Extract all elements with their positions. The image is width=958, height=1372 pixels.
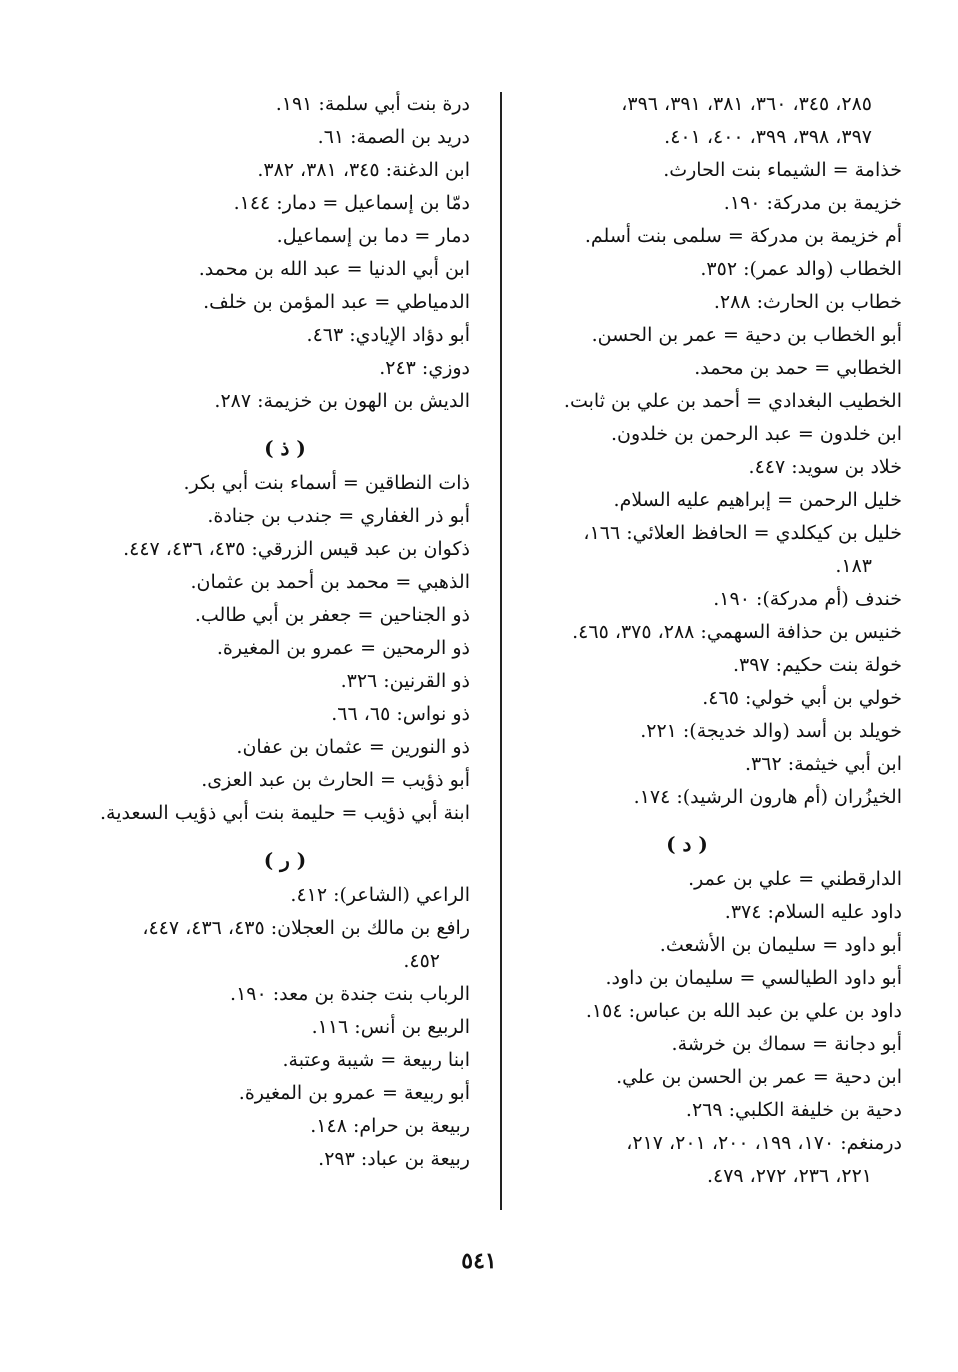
- index-entry: ذو الرمحين = عمرو بن المغيرة.: [216, 637, 470, 659]
- section-heading: ( ر ): [263, 848, 307, 872]
- index-entry: دمّا بن إسماعيل = دمار: ١٤٤.: [233, 192, 470, 214]
- index-entry: ذو القرنين: ٣٢٦.: [340, 670, 470, 692]
- index-entry: الرباب بنت جندة بن معد: ١٩٠.: [230, 983, 470, 1005]
- index-entry: خذامة = الشيماء بنت الحارث.: [663, 159, 902, 181]
- index-entry: دمار = دما بن إسماعيل.: [276, 225, 470, 247]
- index-entry: خويلد بن أسد (والد خديجة): ٢٢١.: [640, 720, 902, 742]
- index-entry: خليل الرحمن = إبراهيم عليه السلام.: [613, 489, 902, 511]
- index-entry: خطاب بن الحارث: ٢٨٨.: [713, 291, 902, 313]
- index-entry: ذكوان بن عبد قيس الزرقي: ٤٣٥، ٤٣٦، ٤٤٧.: [123, 538, 470, 560]
- index-entry: دحية بن خليفة الكلبي: ٢٦٩.: [685, 1099, 902, 1121]
- column-divider: [500, 92, 502, 1210]
- index-entry: درمنغم: ١٧٠، ١٩٩، ٢٠٠، ٢٠١، ٢١٧،: [626, 1132, 902, 1154]
- index-entry: أبو داود الطيالسي = سليمان بن داود.: [605, 967, 902, 989]
- index-entry: خليل بن كيكلدي = الحافظ العلائي: ١٦٦،: [583, 522, 902, 544]
- index-entry: خولة بنت حكيم: ٣٩٧.: [732, 654, 902, 676]
- index-entry: أبو ربيعة = عمرو بن المغيرة.: [238, 1082, 470, 1104]
- section-heading: ( ذ ): [264, 436, 306, 460]
- index-entry: داود عليه السلام: ٣٧٤.: [724, 901, 902, 923]
- index-entry: أبو داود = سليمان بن الأشعث.: [659, 934, 902, 956]
- index-entry: الدارقطني = علي بن عمر.: [688, 868, 902, 890]
- index-entry: الراعي (الشاعر): ٤١٢.: [290, 884, 470, 906]
- index-entry: درة بنت أبي سلمة: ١٩١.: [275, 93, 470, 115]
- index-entry: ربيعة بن عباد: ٢٩٣.: [318, 1148, 470, 1170]
- index-entry: أبو دجانة = سماك بن خرشة.: [671, 1033, 902, 1055]
- index-entry: ابن أبي الدنيا = عبد الله بن محمد.: [198, 258, 470, 280]
- index-entry: ابن خلدون = عبد الرحمن بن خلدون.: [610, 423, 902, 445]
- index-entry: خلاد بن سويد: ٤٤٧.: [748, 456, 902, 478]
- page-number: ٥٤١: [461, 1248, 497, 1274]
- index-entry: الدمياطي = عبد المؤمن بن خلف.: [203, 291, 470, 313]
- index-entry-continuation: ٤٥٢.: [403, 950, 440, 972]
- index-entry: ابن دحية = عمر بن الحسن بن علي.: [616, 1066, 902, 1088]
- index-entry: أبو دؤاد الإيادي: ٤٦٣.: [306, 324, 470, 346]
- index-entry: الخطيب البغدادي = أحمد بن علي بن ثابت.: [563, 390, 902, 412]
- index-column-right: [472, 88, 902, 1193]
- index-entry-continuation: ٣٩٧، ٣٩٨، ٣٩٩، ٤٠٠، ٤٠١.: [664, 126, 872, 148]
- index-entry: الخطابي = حمد بن محمد.: [694, 357, 902, 379]
- index-entry: خندف (أم مدركة): ١٩٠.: [713, 588, 902, 610]
- index-column-left: [100, 88, 470, 1176]
- index-entry: دوزي: ٢٤٣.: [379, 357, 470, 379]
- index-entry: الخطاب (والد عمر): ٣٥٢.: [700, 258, 902, 280]
- index-entry-continuation: ٢٢١، ٢٣٦، ٢٧٢، ٤٧٩.: [706, 1165, 872, 1187]
- index-entry-continuation: ١٨٣.: [835, 555, 872, 577]
- index-entry: ذات النطاقين = أسماء بنت أبي بكر.: [183, 472, 470, 494]
- index-entry: ابنة أبي ذؤيب = حليمة بنت أبي ذؤيب السعدية.: [100, 802, 470, 824]
- index-entry: خولي بن أبي خولي: ٤٦٥.: [702, 687, 902, 709]
- index-entry: أبو الخطاب بن دحية = عمر بن الحسن.: [591, 324, 902, 346]
- index-entry: داود بن علي بن عبد الله بن عباس: ١٥٤.: [585, 1000, 902, 1022]
- index-entry: ابن الدغنة: ٣٤٥، ٣٨١، ٣٨٢.: [257, 159, 470, 181]
- index-entry: دريد بن الصمة: ٦١.: [317, 126, 470, 148]
- index-entry: الربيع بن أنس: ١١٦.: [311, 1016, 470, 1038]
- index-entry: الديش بن الهون بن خزيمة: ٢٨٧.: [214, 390, 470, 412]
- index-entry: خزيمة بن مدركة: ١٩٠.: [723, 192, 902, 214]
- index-entry: أبو ذر الغفاري = جندب بن جنادة.: [207, 505, 470, 527]
- index-entry: ذو النورين = عثمان بن عفان.: [236, 736, 470, 758]
- index-entry: ابنا ربيعة = شيبة وعتبة.: [282, 1049, 470, 1071]
- index-entry: خنيس بن حذافة السهمي: ٢٨٨، ٣٧٥، ٤٦٥.: [572, 621, 902, 643]
- index-entry: ابن أبي خيثمة: ٣٦٢.: [744, 753, 902, 775]
- section-heading: ( د ): [666, 832, 708, 856]
- index-entry: الخيزُران (أم هارون الرشيد): ١٧٤.: [633, 786, 902, 808]
- index-entry: ذو نواس: ٦٥، ٦٦.: [331, 703, 470, 725]
- index-entry: أبو ذؤيب = الحارث بن عبد العزى.: [201, 769, 470, 791]
- index-entry: الذهبي = محمد بن أحمد بن عثمان.: [190, 571, 470, 593]
- index-entry: أم خزيمة بن مدركة = سلمى بنت أسلم.: [584, 225, 902, 247]
- index-entry: ربيعة بن حرام: ١٤٨.: [310, 1115, 470, 1137]
- index-entry: ذو الجناحين = جعفر بن أبي طالب.: [194, 604, 470, 626]
- index-entry: رافع بن مالك بن العجلان: ٤٣٥، ٤٣٦، ٤٤٧،: [142, 917, 470, 939]
- index-entry-continuation: ٢٨٥، ٣٤٥، ٣٦٠، ٣٨١، ٣٩١، ٣٩٦،: [621, 93, 872, 115]
